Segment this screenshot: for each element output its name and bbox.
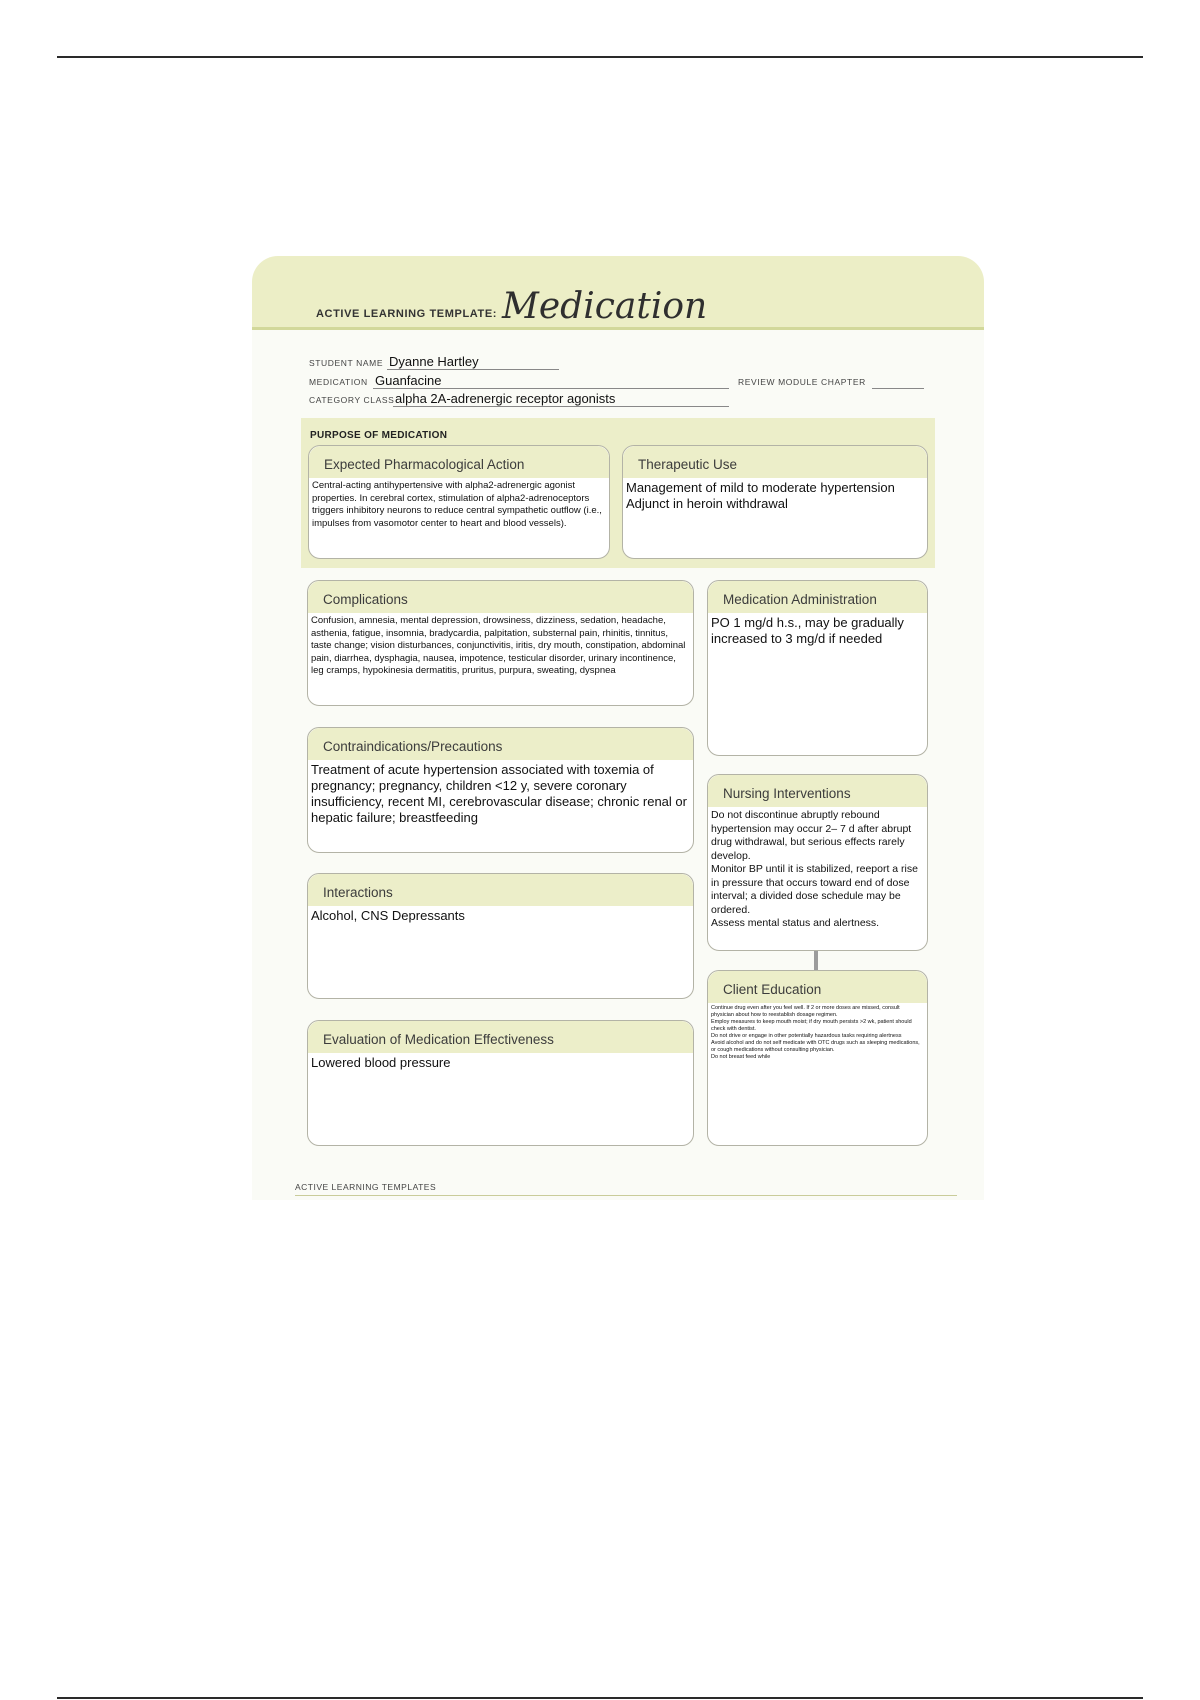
category-class-label: CATEGORY CLASS: [309, 395, 395, 405]
interactions-box: [307, 873, 694, 999]
bottom-rule: [57, 1697, 1143, 1699]
student-name-underline: [387, 369, 559, 370]
student-name-label: STUDENT NAME: [309, 358, 384, 368]
template-title: Medication: [502, 286, 708, 327]
review-module-chapter-underline: [872, 388, 924, 389]
medication-administration-text[interactable]: PO 1 mg/d h.s., may be gradually increased to 3 mg/d if needed: [711, 615, 904, 646]
medication-field[interactable]: [309, 371, 729, 389]
medication-template-sheet: [252, 256, 984, 1200]
box-connector: [814, 951, 818, 970]
nursing-interventions-line: Assess mental status and alertness.: [711, 917, 880, 929]
expected-action-text[interactable]: Central-acting antihypertensive with alpha2-adrenergic agonist properties. In cerebral cortex, stimulation of alpha2-adrenoceptors triggers inhibitory neurons to reduce central sympathetic outflow (i.e., impulses from vasomotor center to heart and blood vessels).: [312, 480, 602, 529]
complications-title: Complications: [308, 581, 693, 613]
review-module-chapter-field[interactable]: [738, 371, 924, 389]
medication-label: MEDICATION: [309, 377, 368, 387]
nursing-interventions-line: Do not discontinue abruptly rebound hypertension may occur 2– 7 d after abrupt drug withdrawal, but serious effects rarely develop.: [711, 809, 912, 862]
interactions-text[interactable]: Alcohol, CNS Depressants: [311, 908, 465, 923]
nursing-interventions-box: [707, 774, 928, 951]
template-label: ACTIVE LEARNING TEMPLATE:: [316, 308, 498, 320]
client-education-text[interactable]: [708, 1003, 927, 1061]
contraindications-box: [307, 727, 694, 853]
contraindications-title: Contraindications/Precautions: [308, 728, 693, 760]
expected-action-title: Expected Pharmacological Action: [309, 446, 609, 478]
template-banner: [252, 256, 984, 330]
student-name-field[interactable]: [309, 352, 559, 370]
evaluation-box: [307, 1020, 694, 1146]
contraindications-text[interactable]: Treatment of acute hypertension associated with toxemia of pregnancy; pregnancy, children <12 y, severe coronary insufficiency, recent MI, cerebrovascular disease; chronic renal or hepatic failure; breastfeeding: [311, 762, 687, 825]
category-class-value: alpha 2A-adrenergic receptor agonists: [395, 391, 616, 406]
medication-value: Guanfacine: [375, 373, 442, 388]
nursing-interventions-line: Monitor BP until it is stabilized, reeport a rise in pressure that occurs toward end of dose interval; a divided dose schedule may be ordered.: [711, 863, 918, 916]
client-education-box: [707, 970, 928, 1146]
client-education-line: Do not drive or engage in other potentially hazardous tasks requiring alertness: [711, 1033, 902, 1039]
client-education-line: Avoid alcohol and do not self medicate with OTC drugs such as sleeping medications, or cough medications without consulting physician.: [711, 1040, 920, 1053]
complications-text[interactable]: Confusion, amnesia, mental depression, drowsiness, dizziness, sedation, headache, asthenia, fatigue, insomnia, bradycardia, palpitation, substernal pain, rhinitis, tinnitus, taste change; vision disturbances, conjunctivitis, iritis, dry mouth, constipation, abdominal pain, diarrhea, dysphagia, nausea, impotence, testicular disorder, urinary incontinence, leg cramps, hypokinesia dermatitis, pruritus, purpura, sweating, dyspnea: [311, 615, 686, 676]
complications-box: [307, 580, 694, 706]
evaluation-text[interactable]: Lowered blood pressure: [311, 1055, 451, 1070]
footer-rule: [295, 1195, 957, 1196]
footer-label: ACTIVE LEARNING TEMPLATES: [295, 1182, 437, 1192]
client-education-line: Do not breast feed while: [711, 1054, 771, 1060]
interactions-title: Interactions: [308, 874, 693, 906]
review-module-chapter-label: REVIEW MODULE CHAPTER: [738, 377, 866, 387]
student-name-value: Dyanne Hartley: [389, 354, 479, 369]
evaluation-title: Evaluation of Medication Effectiveness: [308, 1021, 693, 1053]
top-rule: [57, 56, 1143, 58]
nursing-interventions-title: Nursing Interventions: [708, 775, 927, 807]
nursing-interventions-text[interactable]: [708, 807, 927, 931]
therapeutic-use-title: Therapeutic Use: [623, 446, 927, 478]
therapeutic-use-line: Adjunct in heroin withdrawal: [626, 496, 788, 511]
medication-administration-box: [707, 580, 928, 756]
therapeutic-use-box: [622, 445, 928, 559]
purpose-label: PURPOSE OF MEDICATION: [310, 430, 448, 441]
therapeutic-use-line: Management of mild to moderate hypertension: [626, 480, 895, 495]
expected-action-box: [308, 445, 610, 559]
therapeutic-use-text[interactable]: [623, 478, 927, 512]
client-education-line: Continue drug even after you feel well. If 2 or more doses are missed, consult physician about how to reestablish dosage regimen.: [711, 1005, 900, 1018]
category-class-field[interactable]: [309, 389, 729, 407]
category-class-underline: [393, 406, 729, 407]
client-education-title: Client Education: [708, 971, 927, 1003]
medication-administration-title: Medication Administration: [708, 581, 927, 613]
client-education-line: Employ measures to keep mouth moist; if dry mouth persists >2 wk, patient should check with dentist.: [711, 1019, 912, 1032]
